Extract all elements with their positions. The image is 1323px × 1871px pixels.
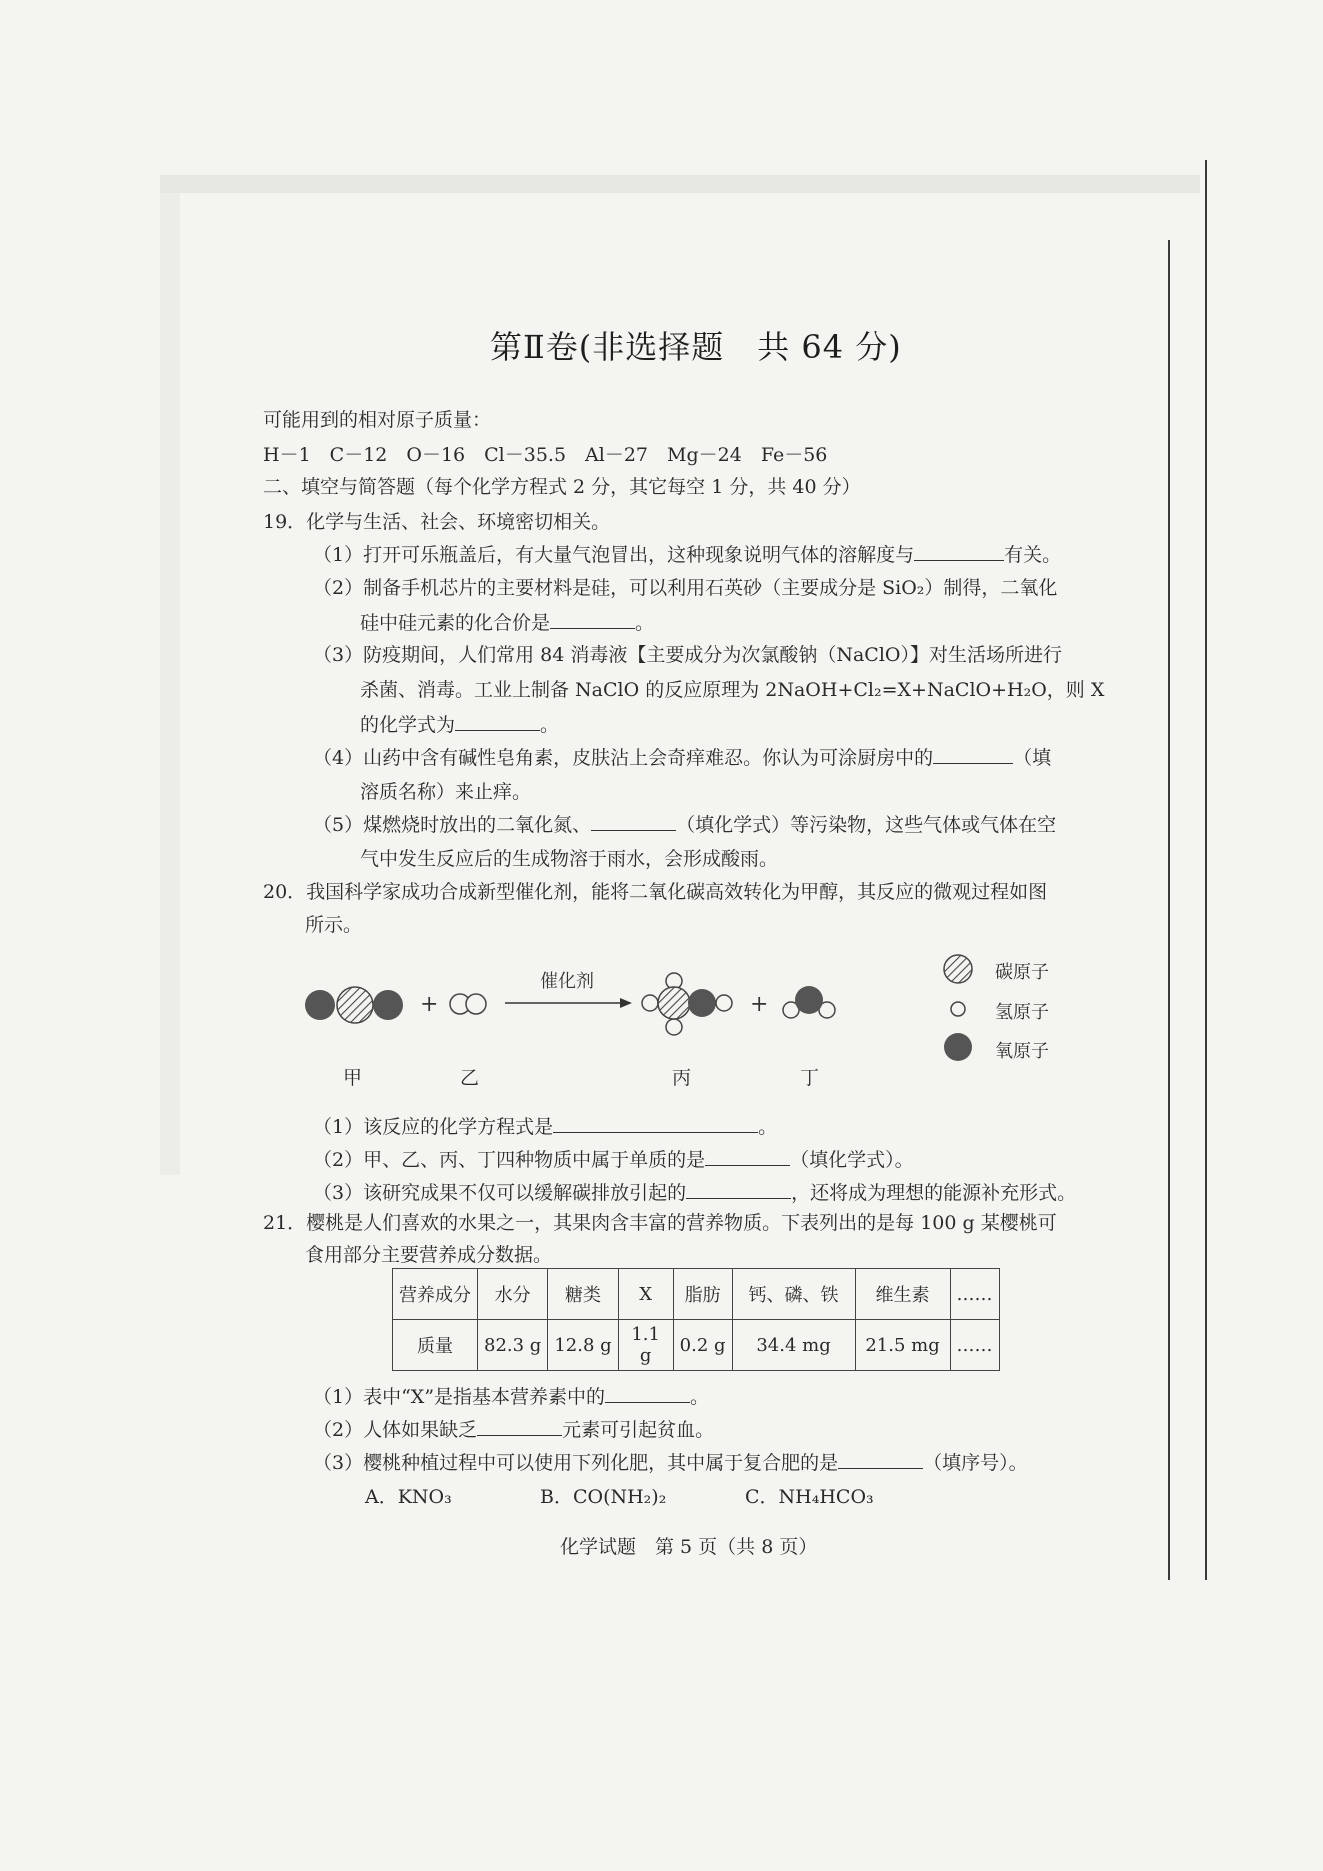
table-header: …… <box>950 1269 999 1320</box>
q19-p5-line1 <box>313 810 1056 837</box>
hydrogen-atom <box>466 994 486 1014</box>
q19-p2-text: 硅中硅元素的化合价是 <box>360 612 551 634</box>
table-cell: 21.5 mg <box>855 1320 950 1371</box>
table-cell: 0.2 g <box>673 1320 732 1371</box>
table-cell: 质量 <box>393 1320 478 1371</box>
legend-carbon-label: 碳原子 <box>995 962 1049 983</box>
legend-hydrogen-icon <box>951 1002 965 1016</box>
binding-line-inner <box>1168 240 1170 1580</box>
q20-part3 <box>313 1178 1076 1205</box>
hydrogen-atom <box>666 1019 682 1035</box>
molecule-bing <box>642 973 732 1035</box>
answer-blank[interactable] <box>591 829 676 831</box>
answer-blank[interactable] <box>553 1131 758 1133</box>
plus-sign: + <box>420 992 439 1017</box>
q20-stem-line1: 20．我国科学家成功合成新型催化剂，能将二氧化碳高效转化为甲醇，其反应的微观过程如图 <box>263 881 1048 903</box>
answer-blank[interactable] <box>605 1401 690 1403</box>
q20-p2-text: （2）甲、乙、丙、丁四种物质中属于单质的是 <box>313 1149 706 1171</box>
binding-line-outer <box>1205 160 1207 1580</box>
q19-p2-line2 <box>360 608 654 635</box>
q19-p4-line2: 溶质名称）来止痒。 <box>360 781 532 803</box>
answer-blank[interactable] <box>686 1197 791 1199</box>
q19-p2-line1: （2）制备手机芯片的主要材料是硅，可以利用石英砂（主要成分是 SiO₂）制得，二氧化 <box>313 577 1058 599</box>
carbon-atom <box>658 987 690 1019</box>
nutrition-table <box>392 1268 1000 1371</box>
q21-option-c[interactable]: C．NH₄HCO₃ <box>745 1486 874 1508</box>
table-header: 脂肪 <box>673 1269 732 1320</box>
table-header: 营养成分 <box>393 1269 478 1320</box>
q19-p3-tail: 。 <box>540 714 560 736</box>
q19-part1 <box>313 540 1061 567</box>
q19-p1-tail: 有关。 <box>1004 544 1062 566</box>
table-header: 糖类 <box>548 1269 618 1320</box>
table-header: 维生素 <box>855 1269 950 1320</box>
oxygen-atom <box>373 990 403 1020</box>
table-header: X <box>618 1269 673 1320</box>
q21-p3-tail: （填序号）。 <box>923 1452 1028 1474</box>
answer-blank[interactable] <box>838 1467 923 1469</box>
answer-blank[interactable] <box>477 1434 562 1436</box>
q21-p1-tail: 。 <box>690 1386 710 1408</box>
q21-part2 <box>313 1415 714 1442</box>
q19-p3-line1: （3）防疫期间，人们常用 84 消毒液【主要成分为次氯酸钠（NaClO）】对生活场所进行 <box>313 644 1062 666</box>
q20-p1-text: （1）该反应的化学方程式是 <box>313 1116 554 1138</box>
q20-p3-tail: ，还将成为理想的能源补充形式。 <box>791 1182 1077 1204</box>
plus-sign: + <box>750 992 769 1017</box>
table-cell: …… <box>950 1320 999 1371</box>
q19-p5-text: （5）煤燃烧时放出的二氧化氮、 <box>313 814 592 836</box>
answer-blank[interactable] <box>705 1164 790 1166</box>
oxygen-atom <box>688 989 716 1017</box>
answer-blank[interactable] <box>914 559 1004 561</box>
answer-blank[interactable] <box>455 729 540 731</box>
catalyst-label: 催化剂 <box>540 971 594 992</box>
q21-p3-text: （3）樱桃种植过程中可以使用下列化肥，其中属于复合肥的是 <box>313 1452 839 1474</box>
q21-part3 <box>313 1448 1028 1475</box>
q21-stem-line1: 21．樱桃是人们喜欢的水果之一，其果肉含丰富的营养物质。下表列出的是每 100 g 某樱桃可 <box>263 1212 1057 1234</box>
legend-hydrogen-label: 氢原子 <box>995 1002 1049 1023</box>
oxygen-atom <box>795 986 823 1014</box>
answer-blank[interactable] <box>933 762 1013 764</box>
q19-stem: 19．化学与生活、社会、环境密切相关。 <box>263 511 611 533</box>
q21-stem-line2: 食用部分主要营养成分数据。 <box>305 1244 553 1266</box>
answer-blank[interactable] <box>550 627 635 629</box>
reaction-diagram <box>300 945 1060 1080</box>
q20-p3-text: （3）该研究成果不仅可以缓解碳排放引起的 <box>313 1182 687 1204</box>
section-title: 第Ⅱ卷(非选择题 共 64 分) <box>490 328 902 366</box>
q21-part1 <box>313 1382 709 1409</box>
q19-p4-line1 <box>313 743 1051 770</box>
part-heading: 二、填空与简答题（每个化学方程式 2 分，其它每空 1 分，共 40 分） <box>263 476 861 498</box>
table-row <box>393 1320 1000 1371</box>
q19-p4-text: （4）山药中含有碱性皂角素，皮肤沾上会奇痒难忍。你认为可涂厨房中的 <box>313 747 934 769</box>
q19-p3-line3 <box>360 710 559 737</box>
scan-top-shadow <box>160 175 1200 193</box>
q20-p2-tail: （填化学式）。 <box>790 1149 914 1171</box>
table-header: 钙、磷、铁 <box>732 1269 855 1320</box>
q19-p5-line2: 气中发生反应后的生成物溶于雨水，会形成酸雨。 <box>360 848 779 870</box>
table-cell: 82.3 g <box>478 1320 548 1371</box>
q21-p1-text: （1）表中“X”是指基本营养素中的 <box>313 1386 606 1408</box>
q19-p1-text: （1）打开可乐瓶盖后，有大量气泡冒出，这种现象说明气体的溶解度与 <box>313 544 915 566</box>
q19-p3-line2: 杀菌、消毒。工业上制备 NaClO 的反应原理为 2NaOH+Cl₂=X+NaClO+H₂O，则 X <box>360 679 1105 701</box>
q19-p2-tail: 。 <box>635 612 655 634</box>
atomic-masses: H－1 C－12 O－16 Cl－35.5 Al－27 Mg－24 Fe－56 <box>263 444 828 466</box>
legend-carbon-icon <box>944 955 972 983</box>
q21-p2-tail: 元素可引起贫血。 <box>562 1419 715 1441</box>
atomic-mass-heading: 可能用到的相对原子质量： <box>263 409 492 431</box>
label-ding: 丁 <box>800 1067 820 1089</box>
q21-p2-text: （2）人体如果缺乏 <box>313 1419 478 1441</box>
table-cell: 12.8 g <box>548 1320 618 1371</box>
q20-stem-line2: 所示。 <box>305 914 363 936</box>
page-footer: 化学试题 第 5 页（共 8 页） <box>560 1536 818 1558</box>
q19-p4-tail: （填 <box>1013 747 1052 769</box>
carbon-atom <box>337 987 373 1023</box>
q21-option-a[interactable]: A．KNO₃ <box>365 1486 452 1508</box>
q19-p3-text: 的化学式为 <box>360 714 456 736</box>
q20-part2 <box>313 1145 914 1172</box>
hydrogen-atom <box>642 995 658 1011</box>
legend-oxygen-label: 氧原子 <box>995 1041 1049 1062</box>
label-bing: 丙 <box>672 1067 692 1089</box>
q21-option-b[interactable]: B．CO(NH₂)₂ <box>540 1486 667 1508</box>
label-jia: 甲 <box>343 1067 363 1089</box>
table-header: 水分 <box>478 1269 548 1320</box>
table-cell: 1.1 g <box>618 1320 673 1371</box>
q20-part1 <box>313 1112 777 1139</box>
molecule-ding <box>783 986 835 1018</box>
legend-oxygen-icon <box>944 1033 972 1061</box>
oxygen-atom <box>305 990 335 1020</box>
table-cell: 34.4 mg <box>732 1320 855 1371</box>
molecule-jia <box>305 987 403 1023</box>
hydrogen-atom <box>716 995 732 1011</box>
label-yi: 乙 <box>460 1067 480 1089</box>
q19-p5-tail: （填化学式）等污染物，这些气体或气体在空 <box>676 814 1057 836</box>
arrow-head <box>620 998 632 1008</box>
q20-p1-tail: 。 <box>758 1116 778 1138</box>
table-header-row <box>393 1269 1000 1320</box>
scan-left-shadow <box>160 175 180 1175</box>
molecule-yi <box>450 994 486 1014</box>
